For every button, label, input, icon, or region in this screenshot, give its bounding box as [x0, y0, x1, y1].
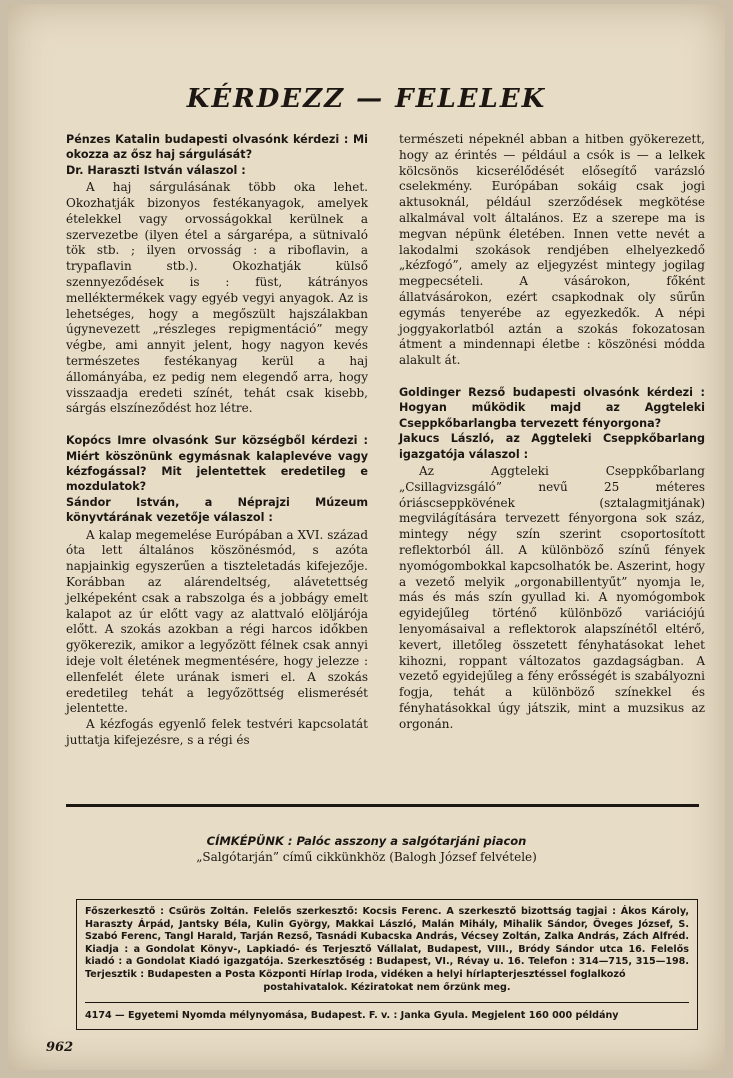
imprint-staff: Főszerkesztő : Csűrös Zoltán. Felelős szerkesztő: Kocsis Ferenc. A szerkesztő bizottság tagjai : Ákos Károly, Haraszty Árpád, Jantsky Béla, Kulin György, Makkai László, Malán Mihály, Mihalik Sándor, Öveges József, S. Szabó Ferenc, Tangl Harald, Tarján Rezső, Tasnádi Kubacska András, Vécsey Zoltán, Zalka András, Zách Alfréd. Kiadja : a Gondolat Könyv-, Lapkiadó- és Terjesztő Vállalat, Budapest, VIII., Bródy Sándor utca 16. Felelős kiadó : a Gondolat Kiadó igazgatója. Szerkesztőség : Budapest, VI., Révay u. 16. Telefon : 314—715, 315—198. Terjesztik : Budapesten a Posta Központi Hírlap Iroda, vidéken a helyi hírlapterjesztéssel foglalkozó — [85, 906, 689, 980]
answer-3-text: Az Aggteleki Cseppkőbarlang „Csillagvizsgáló” nevű 25 méteres óriáscseppkövének (sztalagmitjának) megvilágítására tervezett fényorgona sok száz, mintegy négy szín szerint csoportosított reflektorból áll. A különböző színű fények nyomógombokkal kapcsolhatók be. Aszerint, hogy a vezető melyik „orgonabillentyűt” nyomja le, más és más szín gyullad ki. A nyomógombok egyidejűleg történő különböző variációjú lenyomásaival a reflektorok alapszínétől eltérő, kevert, illetőleg összetett fényhatásokat lehet kihozni, roppant változatos gazdagságban. A vezető egyidejűleg a fény erősségét is szabályozni fogja, tehát a különböző színekkel és fényhatásokkal úgy játszik, mint a muzsikus az orgonán. — [399, 463, 705, 731]
imprint-printer: 4174 — Egyetemi Nyomda mélynyomása, Budapest. F. v. : Janka Gyula. Megjelent 160 000 példány — [85, 1002, 689, 1023]
cover-caption-credit: „Salgótarján” című cikkünkhöz (Balogh József felvétele) — [196, 850, 537, 864]
section-divider — [66, 804, 699, 807]
answer-2-text-end: természeti népeknél abban a hitben gyökerezett, hogy az érintés — például a csók is — a lelkek kölcsönös kicserélődését elősegítő varázsló cselekmény. Európában sokáig csak jogi aktusoknál, például szerződések megkötése alkalmával volt általános. Ez a szerepe ma is megvan népünk életében. Innen vette nevét a lakodalmi szokások rendjében elhelyezkedő „kézfogó”, amely az eljegyzést mintegy jogilag megpecsételi. A vásárokon, főként állatvásárokon, ezért csapkodnak oly sűrűn egymás tenyerébe az egyezkedők. A népi joggyakorlatból aztán a szokás fokozatosan átment a mindennapi életbe : köszönési módda alakult át. — [399, 132, 705, 368]
cover-caption-title: CÍMKÉPÜNK : Palóc asszony a salgótarjáni piacon — [206, 834, 527, 848]
cover-caption — [8, 834, 725, 864]
answerer-1: Dr. Haraszti István válaszol : — [66, 163, 246, 177]
right-column — [399, 132, 705, 733]
imprint-staff-end: postahivatalok. Kéziratokat nem őrzünk meg. — [263, 981, 511, 993]
question-1: Pénzes Katalin budapesti olvasónk kérdezi : Mi okozza az ősz haj sárgulását? — [66, 133, 368, 162]
page-number: 962 — [46, 1040, 74, 1055]
magazine-page — [8, 4, 725, 1070]
answer-2-text-continued: A kézfogás egyenlő felek testvéri kapcsolatát juttatja kifejezésre, s a régi és — [66, 717, 368, 747]
answer-1-text: A haj sárgulásának több oka lehet. Okozhatják bizonyos festékanyagok, amelyek ételekkel vagy orvosságokkal kerülnek a szervezetbe (ilyen étel a sárgarépa, a sütnivaló tök stb. ; ilyen orvosság : a riboflavin, a trypaflavin stb.). Okozhatják külső szennyeződések is : füst, kátrányos melléktermékek vagy egyéb vegyi anyagok. Az is lehetséges, hogy a megőszült hajszálakban úgynevezett „részleges repigmentáció” megy végbe, ami annyit jelent, hogy nagyon kevés természetes festékanyag kerül a haj állományába, ez pedig nem elegendő arra, hogy visszaadja eredeti színét, tehát csak kisebb, sárgás elszíneződést hoz létre. — [66, 180, 368, 416]
answer-2-text: A kalap megemelése Európában a XVI. század óta lett általános köszönésmód, s azóta napjainkig egyszerűen a tiszteletadás kifejezője. Korábban az alárendeltség, alávetettség jelképeként csak a rabszolga és a jobbágy emelt kalapot az úr előtt vagy az alattvaló elöljárója előtt. A szokás azokban a régi harcos időkben gyökerezik, amikor a legyőzött félnek csak annyi ideje volt életének megmentésére, hogy jelezze : ellenfelét élete urának ismeri el. A szokás eredetileg tehát a legyőzöttség elismerését jelentette. — [66, 527, 368, 716]
answerer-3: Jakucs László, az Aggteleki Cseppkőbarlang igazgatója válaszol : — [399, 432, 705, 461]
imprint-box — [76, 899, 698, 1030]
left-column — [66, 132, 368, 749]
question-2: Kopócs Imre olvasónk Sur községből kérdezi : Miért köszönünk egymásnak kalaplevéve vagy kézfogással? Mit jelentettek eredetileg e mozdulatok? — [66, 434, 368, 494]
answerer-2: Sándor István, a Néprajzi Múzeum könyvtárának vezetője válaszol : — [66, 495, 368, 525]
page-title: KÉRDEZZ — FELELEK — [186, 84, 547, 114]
question-3: Goldinger Rezső budapesti olvasónk kérdezi : Hogyan működik majd az Aggteleki Cseppkőbarlangba tervezett fényorgona? — [399, 385, 705, 430]
